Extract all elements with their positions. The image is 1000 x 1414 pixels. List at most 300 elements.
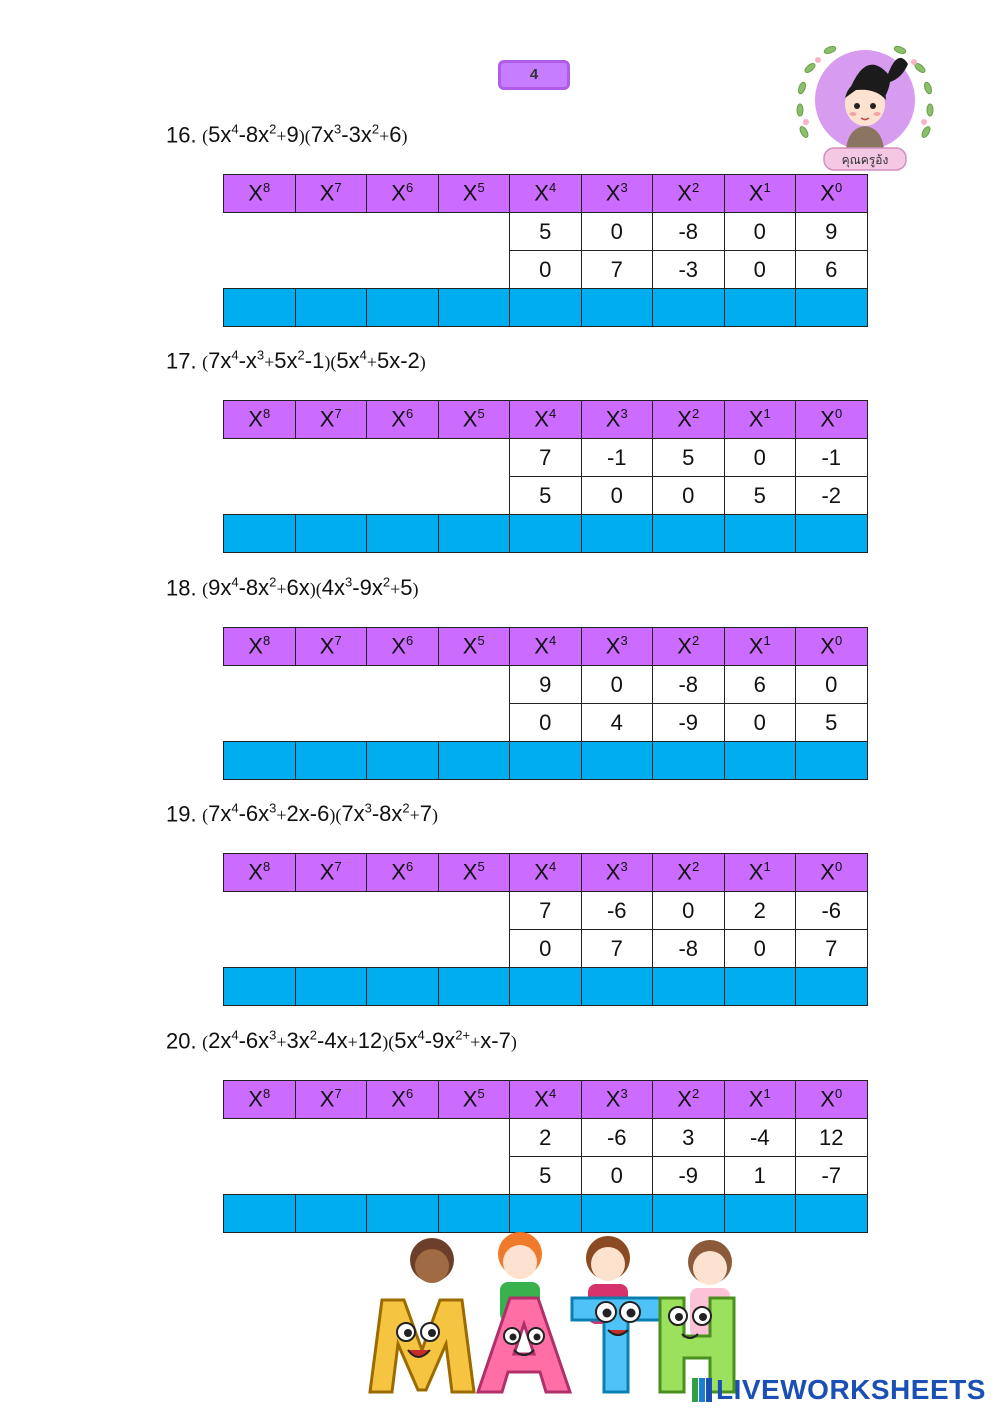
expr-term: 5x-2 <box>376 348 420 374</box>
coefficient-cell: 0 <box>581 477 653 515</box>
expr-term: 5x <box>208 122 232 148</box>
answer-input-cell[interactable] <box>224 968 296 1006</box>
coefficient-cell: -1 <box>796 439 868 477</box>
header-cell <box>224 1081 296 1119</box>
expr-term: 5x <box>394 1028 418 1054</box>
header-exponent: 1 <box>763 859 771 875</box>
header-base: X <box>605 1086 621 1112</box>
exponent: 2 <box>269 122 277 137</box>
answer-input-cell[interactable] <box>653 515 725 553</box>
brand-footer <box>692 1372 986 1408</box>
empty-cell <box>438 251 510 289</box>
exponent: 2 <box>371 122 380 137</box>
header-base: X <box>820 1086 835 1112</box>
exponent: 3 <box>269 801 277 816</box>
header-cell <box>581 1081 653 1119</box>
header-cell <box>295 854 367 892</box>
coefficient-table <box>223 853 868 1006</box>
header-exponent: 1 <box>763 1086 771 1102</box>
header-base: X <box>319 859 335 885</box>
header-base: X <box>748 1086 764 1112</box>
empty-cell <box>224 439 296 477</box>
header-exponent: 5 <box>477 859 485 875</box>
header-exponent: 4 <box>548 859 557 875</box>
empty-cell <box>438 477 510 515</box>
exponent: 4 <box>231 122 239 137</box>
coefficient-cell: 7 <box>510 439 582 477</box>
header-base: X <box>462 633 478 659</box>
answer-input-cell[interactable] <box>796 515 868 553</box>
exponent: 2 <box>269 575 277 590</box>
answer-input-cell[interactable] <box>653 1195 725 1233</box>
header-cell <box>367 854 439 892</box>
header-exponent: 7 <box>334 180 342 196</box>
empty-cell <box>224 213 296 251</box>
header-cell <box>367 401 439 439</box>
coefficient-cell: -1 <box>581 439 653 477</box>
header-cell <box>653 401 725 439</box>
header-cell <box>581 628 653 666</box>
expr-symbol: ( <box>202 126 209 147</box>
answer-input-cell[interactable] <box>510 968 582 1006</box>
table-row <box>224 704 868 742</box>
coefficient-cell: -7 <box>796 1157 868 1195</box>
problem-expression <box>202 575 418 600</box>
empty-cell <box>224 892 296 930</box>
header-exponent: 4 <box>548 180 557 196</box>
coefficient-cell: 2 <box>510 1119 582 1157</box>
header-exponent: 4 <box>548 1086 557 1102</box>
expr-symbol: ) <box>432 805 439 826</box>
header-cell <box>224 401 296 439</box>
answer-input-cell[interactable] <box>653 289 725 327</box>
header-cell <box>438 1081 510 1119</box>
answer-input-cell[interactable] <box>796 289 868 327</box>
exponent: 2 <box>382 575 391 590</box>
expr-symbol: ( <box>202 352 209 373</box>
header-base: X <box>748 859 764 885</box>
header-base: X <box>677 180 692 206</box>
header-cell <box>724 175 796 213</box>
avatar-caption: คุณครูอ้ง <box>841 153 889 167</box>
header-cell <box>224 175 296 213</box>
answer-input-cell[interactable] <box>510 1195 582 1233</box>
header-exponent: 7 <box>334 633 342 649</box>
header-base: X <box>605 859 621 885</box>
problem-title <box>166 1028 517 1054</box>
header-cell <box>796 401 868 439</box>
problem-expression <box>202 1028 517 1053</box>
answer-input-cell[interactable] <box>796 742 868 780</box>
coefficient-cell: 7 <box>581 251 653 289</box>
header-cell <box>295 175 367 213</box>
expr-symbol: + <box>276 805 287 826</box>
expr-symbol: + <box>366 352 377 373</box>
header-exponent: 1 <box>763 180 771 196</box>
answer-input-cell[interactable] <box>510 515 582 553</box>
coefficient-cell: -4 <box>724 1119 796 1157</box>
answer-input-cell[interactable] <box>367 515 439 553</box>
header-exponent: 4 <box>548 633 557 649</box>
expr-symbol: + <box>347 1032 358 1053</box>
empty-cell <box>367 251 439 289</box>
header-base: X <box>748 633 764 659</box>
header-cell <box>724 854 796 892</box>
coefficient-cell: -9 <box>653 1157 725 1195</box>
coefficient-table <box>223 400 868 553</box>
header-exponent: 3 <box>620 633 628 649</box>
header-base: X <box>820 859 835 885</box>
header-exponent: 8 <box>262 633 271 649</box>
header-cell <box>581 175 653 213</box>
header-base: X <box>391 180 406 206</box>
header-cell <box>438 401 510 439</box>
expr-symbol: + <box>276 579 287 600</box>
header-cell <box>510 175 582 213</box>
problem-number: 19. <box>166 801 197 827</box>
exponent: 3 <box>364 801 372 816</box>
empty-cell <box>295 251 367 289</box>
header-cell <box>295 628 367 666</box>
header-cell <box>438 628 510 666</box>
coefficient-cell: 6 <box>796 251 868 289</box>
empty-cell <box>438 930 510 968</box>
coefficient-cell: 9 <box>796 213 868 251</box>
header-cell <box>510 854 582 892</box>
header-cell <box>724 1081 796 1119</box>
expr-term: -8x <box>371 801 403 827</box>
expr-symbol: + <box>264 352 275 373</box>
empty-cell <box>295 1157 367 1195</box>
header-exponent: 6 <box>405 859 414 875</box>
header-cell <box>796 854 868 892</box>
expr-term: 4x <box>321 575 346 601</box>
header-base: X <box>462 406 478 432</box>
expr-term: -9x <box>424 1028 456 1054</box>
header-base: X <box>534 180 549 206</box>
answer-row <box>224 289 868 327</box>
answer-input-cell[interactable] <box>510 289 582 327</box>
expr-term: -x <box>238 348 257 374</box>
header-cell <box>510 628 582 666</box>
expr-symbol: + <box>409 805 420 826</box>
empty-cell <box>438 892 510 930</box>
expr-symbol: + <box>276 1032 287 1053</box>
answer-input-cell[interactable] <box>438 289 510 327</box>
expr-term: -4x <box>317 1028 348 1054</box>
coefficient-cell: 0 <box>510 251 582 289</box>
expr-term: 7x <box>310 122 335 148</box>
coefficient-cell: 5 <box>724 477 796 515</box>
liveworksheets-logo-icon <box>692 1378 712 1402</box>
empty-cell <box>367 666 439 704</box>
expr-term: 2x-6 <box>286 801 330 827</box>
header-cell <box>367 175 439 213</box>
expr-term: 9 <box>286 122 299 148</box>
answer-input-cell[interactable] <box>653 742 725 780</box>
answer-input-cell[interactable] <box>581 515 653 553</box>
exponent: 4 <box>231 575 239 590</box>
problem-number: 16. <box>166 122 197 148</box>
answer-input-cell[interactable] <box>724 1195 796 1233</box>
header-cell <box>295 401 367 439</box>
header-cell <box>510 1081 582 1119</box>
expr-symbol: ) <box>419 352 426 373</box>
coefficient-cell: 0 <box>724 213 796 251</box>
header-base: X <box>319 180 335 206</box>
empty-cell <box>438 1119 510 1157</box>
header-exponent: 6 <box>405 1086 414 1102</box>
expr-symbol: )( <box>324 352 337 373</box>
answer-input-cell[interactable] <box>581 289 653 327</box>
header-exponent: 3 <box>620 1086 628 1102</box>
coefficient-cell: -8 <box>653 666 725 704</box>
table-row <box>224 666 868 704</box>
exponent: 2 <box>309 1028 318 1043</box>
coefficient-cell: 0 <box>724 251 796 289</box>
header-exponent: 7 <box>334 859 342 875</box>
answer-input-cell[interactable] <box>724 515 796 553</box>
coefficient-cell: 0 <box>796 666 868 704</box>
expr-term: 7x <box>341 801 365 827</box>
expr-term: 9x <box>208 575 232 601</box>
coefficient-cell: -6 <box>581 1119 653 1157</box>
answer-input-cell[interactable] <box>367 742 439 780</box>
exponent: 3 <box>269 1028 277 1043</box>
table-row <box>224 1119 868 1157</box>
empty-cell <box>438 666 510 704</box>
empty-cell <box>295 892 367 930</box>
expr-term: -8x <box>238 575 270 601</box>
answer-input-cell[interactable] <box>295 515 367 553</box>
expr-term: 5x <box>274 348 298 374</box>
header-base: X <box>677 859 692 885</box>
header-base: X <box>462 180 478 206</box>
problem-number: 18. <box>166 575 197 601</box>
answer-input-cell[interactable] <box>295 1195 367 1233</box>
header-exponent: 0 <box>834 1086 843 1102</box>
expr-symbol: )( <box>298 126 311 147</box>
header-exponent: 5 <box>477 633 485 649</box>
coefficient-cell: -6 <box>796 892 868 930</box>
header-base: X <box>677 1086 692 1112</box>
empty-cell <box>295 477 367 515</box>
header-base: X <box>605 406 621 432</box>
answer-input-cell[interactable] <box>438 515 510 553</box>
header-base: X <box>534 859 549 885</box>
coefficient-cell: 6 <box>724 666 796 704</box>
table-header-row <box>224 401 868 439</box>
header-cell <box>796 175 868 213</box>
answer-input-cell[interactable] <box>224 742 296 780</box>
empty-cell <box>295 930 367 968</box>
header-cell <box>581 854 653 892</box>
header-base: X <box>605 180 621 206</box>
brand-name: LIVEWORKSHEETS <box>716 1374 986 1405</box>
exponent: 2 <box>297 348 305 363</box>
header-base: X <box>820 180 835 206</box>
answer-input-cell[interactable] <box>367 1195 439 1233</box>
answer-input-cell[interactable] <box>224 289 296 327</box>
header-cell <box>438 175 510 213</box>
answer-input-cell[interactable] <box>438 742 510 780</box>
table-row <box>224 477 868 515</box>
header-cell <box>367 1081 439 1119</box>
answer-input-cell[interactable] <box>224 515 296 553</box>
header-exponent: 0 <box>834 406 843 422</box>
coefficient-cell: 5 <box>510 477 582 515</box>
coefficient-cell: -6 <box>581 892 653 930</box>
coefficient-cell: -8 <box>653 930 725 968</box>
expr-term: 6x <box>286 575 310 601</box>
answer-input-cell[interactable] <box>367 968 439 1006</box>
expr-term: 7x <box>208 801 232 827</box>
empty-cell <box>438 1157 510 1195</box>
empty-cell <box>367 439 439 477</box>
answer-input-cell[interactable] <box>796 968 868 1006</box>
table-row <box>224 1157 868 1195</box>
table-row <box>224 213 868 251</box>
header-base: X <box>748 406 764 432</box>
header-base: X <box>820 406 835 432</box>
table-row <box>224 930 868 968</box>
coefficient-cell: 0 <box>581 213 653 251</box>
header-base: X <box>319 633 335 659</box>
expr-term: -6x <box>238 801 270 827</box>
coefficient-cell: 0 <box>510 930 582 968</box>
table-row <box>224 439 868 477</box>
answer-input-cell[interactable] <box>295 742 367 780</box>
coefficient-table <box>223 1080 868 1233</box>
header-cell <box>796 628 868 666</box>
header-base: X <box>534 633 549 659</box>
exponent: 4 <box>359 348 367 363</box>
expr-term: -8x <box>238 122 270 148</box>
expr-term: 5x <box>336 348 360 374</box>
answer-row <box>224 968 868 1006</box>
exponent: 4 <box>231 1028 239 1043</box>
empty-cell <box>438 704 510 742</box>
empty-cell <box>224 1119 296 1157</box>
expr-term: x-7 <box>480 1028 511 1054</box>
expr-term: 6 <box>389 122 402 148</box>
coefficient-cell: -9 <box>653 704 725 742</box>
expr-symbol: )( <box>329 805 342 826</box>
answer-input-cell[interactable] <box>653 968 725 1006</box>
header-exponent: 6 <box>405 406 414 422</box>
answer-input-cell[interactable] <box>581 968 653 1006</box>
header-cell <box>224 628 296 666</box>
header-cell <box>295 1081 367 1119</box>
expr-term: 3x <box>286 1028 310 1054</box>
header-base: X <box>820 633 835 659</box>
coefficient-cell: 5 <box>510 1157 582 1195</box>
coefficient-cell: 0 <box>581 1157 653 1195</box>
expr-symbol: ) <box>401 126 408 147</box>
empty-cell <box>367 704 439 742</box>
expr-symbol: + <box>470 1032 481 1053</box>
empty-cell <box>224 704 296 742</box>
header-cell <box>581 401 653 439</box>
table-header-row <box>224 628 868 666</box>
answer-row <box>224 742 868 780</box>
answer-input-cell[interactable] <box>581 1195 653 1233</box>
header-base: X <box>677 633 692 659</box>
header-exponent: 5 <box>477 1086 485 1102</box>
header-exponent: 8 <box>262 180 271 196</box>
expr-symbol: + <box>379 126 390 147</box>
table-header-row <box>224 854 868 892</box>
header-cell <box>653 854 725 892</box>
empty-cell <box>295 704 367 742</box>
coefficient-cell: 3 <box>653 1119 725 1157</box>
expr-symbol: + <box>390 579 401 600</box>
expr-symbol: )( <box>309 579 322 600</box>
header-base: X <box>462 1086 478 1112</box>
exponent: 3 <box>334 122 342 137</box>
answer-input-cell[interactable] <box>438 968 510 1006</box>
empty-cell <box>367 1119 439 1157</box>
answer-input-cell[interactable] <box>295 968 367 1006</box>
empty-cell <box>295 213 367 251</box>
header-exponent: 5 <box>477 180 485 196</box>
problem-number: 17. <box>166 348 197 374</box>
answer-input-cell[interactable] <box>510 742 582 780</box>
coefficient-cell: 5 <box>796 704 868 742</box>
answer-input-cell[interactable] <box>224 1195 296 1233</box>
problem-title <box>166 122 407 148</box>
coefficient-cell: 4 <box>581 704 653 742</box>
header-exponent: 5 <box>477 406 485 422</box>
expr-term: 2x <box>208 1028 232 1054</box>
problem-title <box>166 575 418 601</box>
answer-input-cell[interactable] <box>438 1195 510 1233</box>
header-base: X <box>534 1086 549 1112</box>
header-exponent: 1 <box>763 633 771 649</box>
table-row <box>224 251 868 289</box>
empty-cell <box>224 477 296 515</box>
expr-symbol: ) <box>412 579 419 600</box>
answer-input-cell[interactable] <box>295 289 367 327</box>
header-exponent: 6 <box>405 180 414 196</box>
exponent: 2+ <box>455 1028 471 1043</box>
answer-input-cell[interactable] <box>724 742 796 780</box>
answer-input-cell[interactable] <box>724 968 796 1006</box>
coefficient-cell: 7 <box>796 930 868 968</box>
header-cell <box>367 628 439 666</box>
expr-term: -1 <box>304 348 325 374</box>
answer-input-cell[interactable] <box>367 289 439 327</box>
coefficient-cell: 0 <box>581 666 653 704</box>
answer-input-cell[interactable] <box>724 289 796 327</box>
empty-cell <box>295 439 367 477</box>
problem-expression <box>202 801 438 826</box>
empty-cell <box>367 930 439 968</box>
answer-input-cell[interactable] <box>796 1195 868 1233</box>
coefficient-cell: 9 <box>510 666 582 704</box>
coefficient-table <box>223 174 868 327</box>
expr-term: -9x <box>352 575 383 601</box>
coefficient-cell: 0 <box>653 477 725 515</box>
header-base: X <box>534 406 549 432</box>
answer-input-cell[interactable] <box>581 742 653 780</box>
empty-cell <box>295 1119 367 1157</box>
header-base: X <box>319 406 335 432</box>
coefficient-table <box>223 627 868 780</box>
header-base: X <box>391 633 406 659</box>
expr-term: -6x <box>238 1028 270 1054</box>
table-header-row <box>224 175 868 213</box>
